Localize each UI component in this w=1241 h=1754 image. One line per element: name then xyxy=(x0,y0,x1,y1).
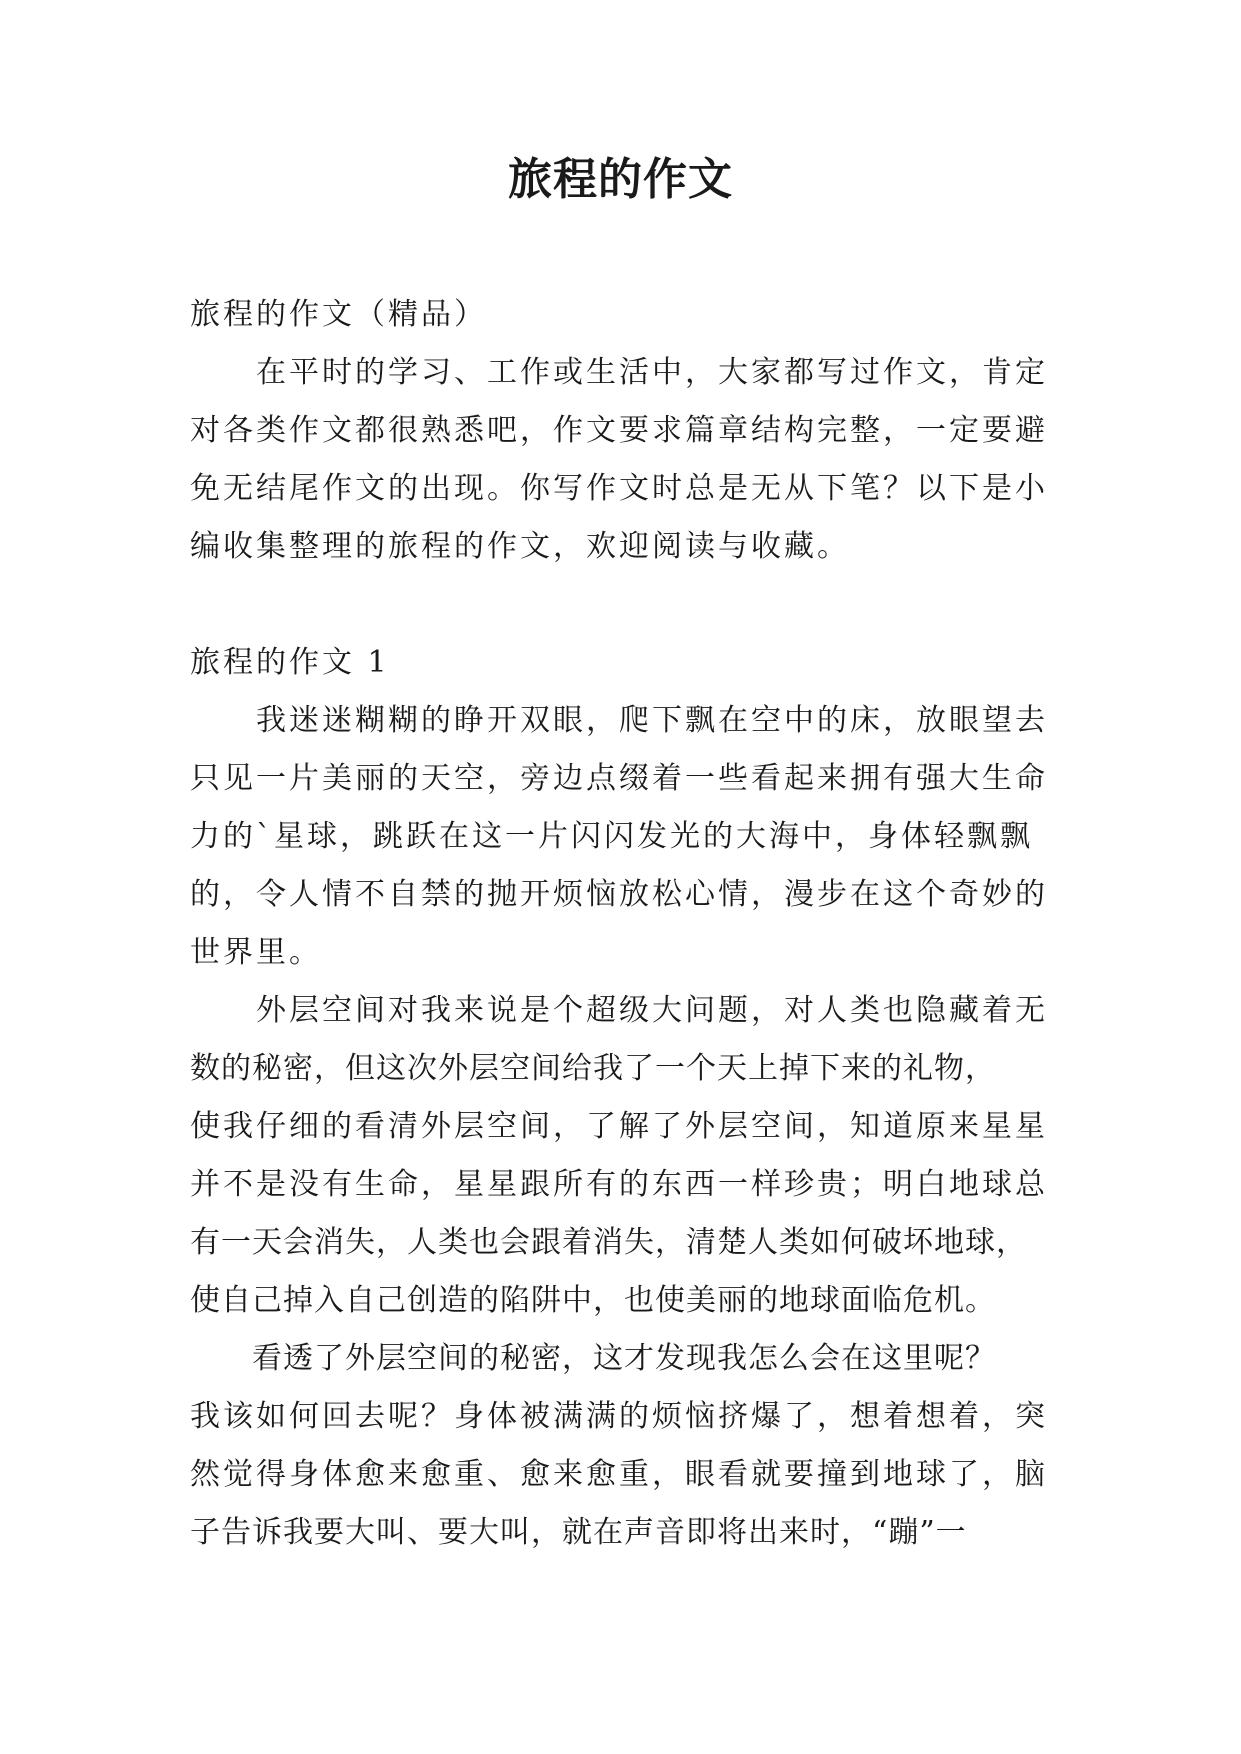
paragraph-line: 使自己掉入自己创造的陷阱中，也使美丽的地球面临危机。 xyxy=(190,1283,996,1318)
paragraph-line: 有一天会消失，人类也会跟着消失，清楚人类如何破坏地球， xyxy=(190,1225,1027,1260)
blank-line xyxy=(190,576,1058,634)
paragraph-line: 世界里。 xyxy=(190,935,322,970)
paragraph-line: 力的`星球，跳跃在这一片闪闪发光的大海中，身体轻飘飘 xyxy=(190,819,1033,854)
document-body xyxy=(190,286,1058,1562)
paragraph-line: 子告诉我要大叫、要大叫，就在声音即将出来时，“蹦”一 xyxy=(190,1515,967,1550)
paragraph-line: 外层空间对我来说是个超级大问题，对人类也隐藏着无 xyxy=(190,993,1048,1028)
paragraph-line: 数的秘密，但这次外层空间给我了一个天上掉下来的礼物， xyxy=(190,1051,996,1086)
document-title: 旅程的作文 xyxy=(508,154,733,205)
paragraph-line: 的，令人情不自禁的抛开烦恼放松心情，漫步在这个奇妙的 xyxy=(190,877,1048,912)
paragraph-line: 并不是没有生命，星星跟所有的东西一样珍贵；明白地球总 xyxy=(190,1167,1048,1202)
intro-line: 对各类作文都很熟悉吧，作文要求篇章结构完整，一定要避 xyxy=(190,413,1048,448)
section-heading: 旅程的作文（精品） xyxy=(190,297,487,332)
essay-heading: 旅程的作文 1 xyxy=(190,645,390,680)
paragraph-line: 我该如何回去呢？身体被满满的烦恼挤爆了，想着想着，突 xyxy=(190,1399,1048,1434)
intro-line: 在平时的学习、工作或生活中，大家都写过作文，肯定 xyxy=(190,355,1048,390)
paragraph-line: 使我仔细的看清外层空间，了解了外层空间，知道原来星星 xyxy=(190,1109,1048,1144)
intro-line: 免无结尾作文的出现。你写作文时总是无从下笔？以下是小 xyxy=(190,471,1048,506)
paragraph-line: 我迷迷糊糊的睁开双眼，爬下飘在空中的床，放眼望去 xyxy=(190,703,1048,738)
paragraph-line: 只见一片美丽的天空，旁边点缀着一些看起来拥有强大生命 xyxy=(190,761,1048,796)
paragraph-line: 看透了外层空间的秘密，这才发现我怎么会在这里呢？ xyxy=(190,1341,996,1376)
paragraph-line: 然觉得身体愈来愈重、愈来愈重，眼看就要撞到地球了，脑 xyxy=(190,1457,1048,1492)
intro-line: 编收集整理的旅程的作文，欢迎阅读与收藏。 xyxy=(190,529,850,564)
